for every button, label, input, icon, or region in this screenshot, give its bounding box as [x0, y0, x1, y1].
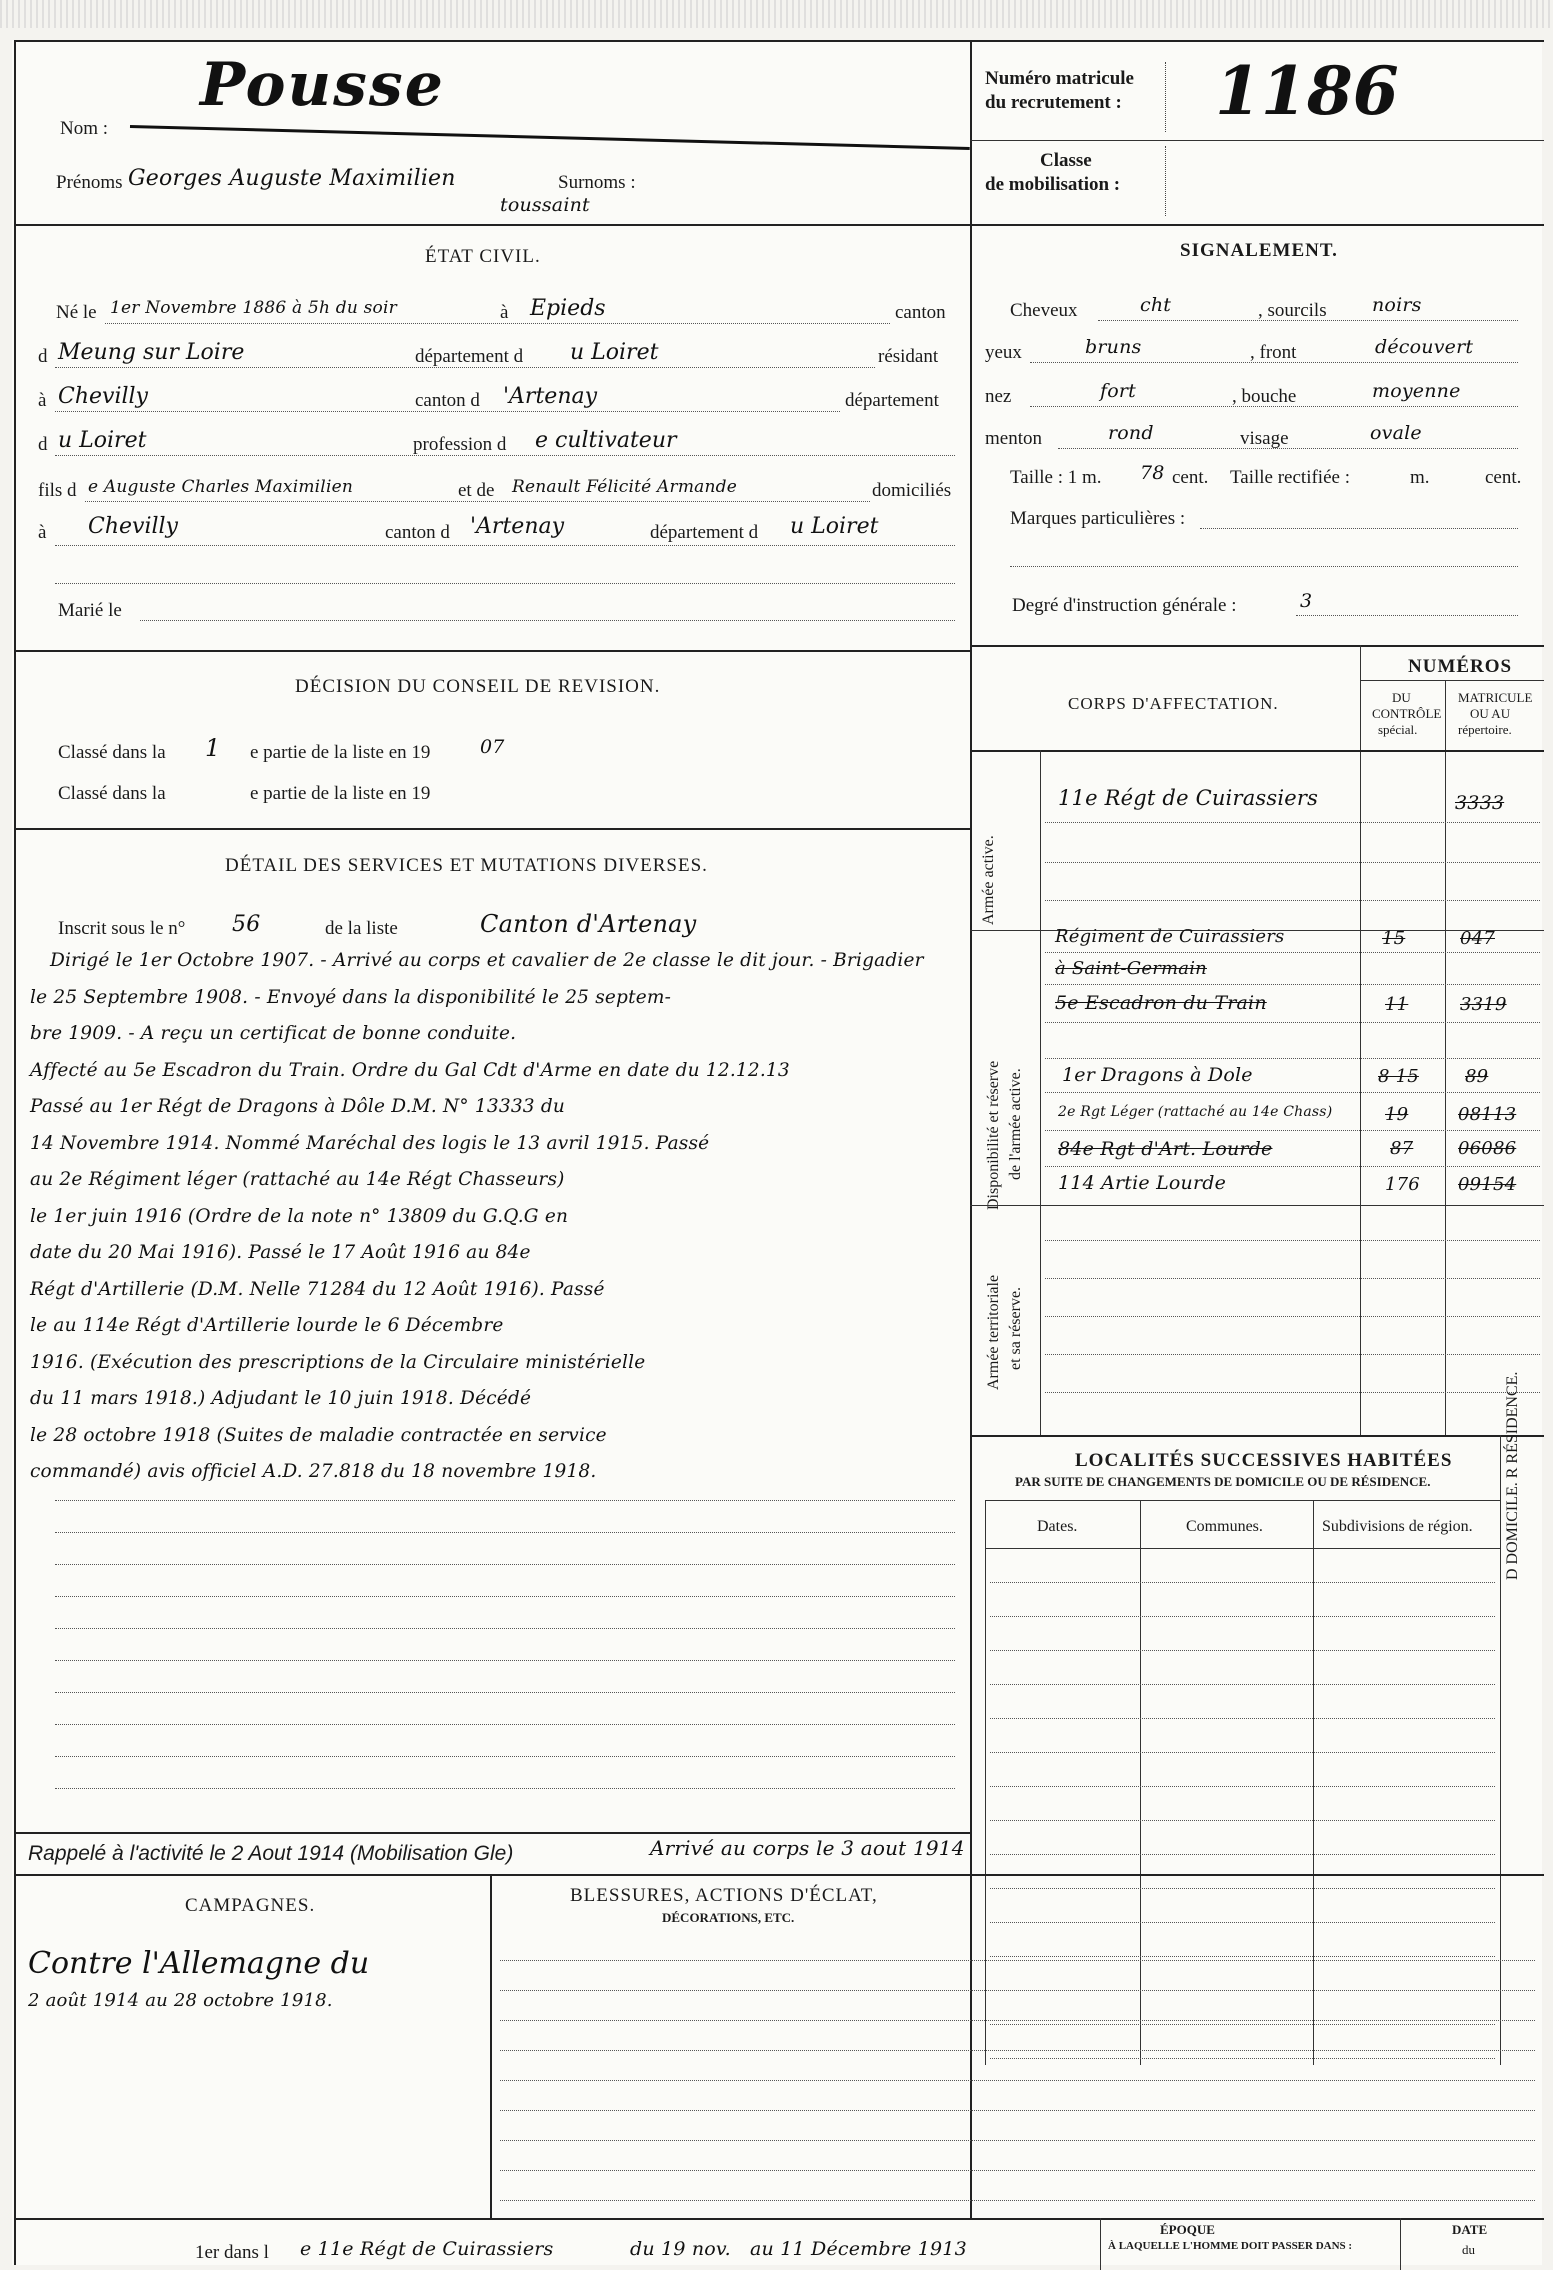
localites-col-1 [1140, 1500, 1141, 2065]
departement-value: u Loiret [570, 340, 659, 365]
footer-hw: e 11e Régt de Cuirassiers [300, 2238, 554, 2260]
footer-epoque-1: ÉPOQUE [1160, 2222, 1215, 2237]
taille-rectifiee-label: Taille rectifiée : [1230, 467, 1350, 488]
matricule-h2: OU AU [1470, 706, 1511, 721]
localites-dotline [990, 1888, 1495, 1889]
corps-name: 114 Artie Lourde [1058, 1172, 1227, 1194]
localites-subtitle: PAR SUITE DE CHANGEMENTS DE DOMICILE OU DE RÉSIDENCE. [1015, 1474, 1431, 1489]
armee-active-label: Armée active. [980, 835, 997, 925]
fils-de-label: fils d [38, 480, 77, 501]
signalement-bottom-rule [970, 645, 1544, 647]
taille-value: 78 [1140, 462, 1165, 484]
inscrit-value: 56 [232, 912, 261, 937]
terr-dotline-2 [1045, 1278, 1540, 1279]
conseil-bottom-rule [14, 828, 970, 830]
reserve-dotline-1 [1045, 984, 1540, 985]
numeros-title: NUMÉROS [1408, 656, 1513, 677]
corps-name: 2e Rgt Léger (rattaché au 14e Chass) [1058, 1104, 1333, 1120]
terr-dotline-3 [1045, 1316, 1540, 1317]
reserve-dotline-2 [1045, 1022, 1540, 1023]
localites-dotline [990, 1718, 1495, 1719]
corps-name: 5e Escadron du Train [1055, 992, 1267, 1014]
corps-controle: 19 [1385, 1104, 1409, 1125]
inscrit-label: Inscrit sous le n° [58, 918, 186, 939]
liste-label: de la liste [325, 918, 398, 939]
classe1-year: 07 [480, 736, 505, 758]
residence-dotline [55, 411, 840, 412]
canton-res-value: 'Artenay [503, 384, 598, 409]
canton-d-label: canton d [415, 390, 480, 411]
terr-dotline-5 [1045, 1392, 1540, 1393]
classe1-mid: e partie de la liste en 19 [250, 742, 431, 763]
nez-label: nez [985, 386, 1012, 407]
corps-name: 1er Dragons à Dole [1062, 1064, 1253, 1086]
domicilies-label: domiciliés [872, 480, 952, 501]
blank-dotline [55, 583, 955, 584]
d-label: d [38, 346, 48, 367]
d2-label: d [38, 434, 48, 455]
footer-date-2: du [1462, 2242, 1475, 2257]
nez-value: fort [1100, 380, 1136, 402]
corps-controle: 11 [1385, 994, 1409, 1015]
frame-left [14, 40, 16, 2265]
footer-div-2 [1400, 2218, 1401, 2270]
localites-head-bottom [985, 1548, 1500, 1549]
profession-value: e cultivateur [535, 428, 677, 453]
corps-matricule: 3319 [1460, 994, 1507, 1015]
service-line: Dirigé le 1er Octobre 1907. - Arrivé au corps et cavalier de 2e classe le dit jour. - Brigadier [50, 950, 924, 971]
service-line: 14 Novembre 1914. Nommé Maréchal des logis le 13 avril 1915. Passé [30, 1132, 710, 1154]
resident-label: résidant [878, 346, 939, 367]
menton-label: menton [985, 428, 1042, 449]
matricule-rule [970, 140, 1544, 141]
blessures-dotline [500, 2020, 1535, 2021]
territoriale-label-2: et sa réserve. [1007, 1286, 1024, 1370]
marques-dotline-1 [1200, 528, 1518, 529]
corps-header-rule [970, 750, 1544, 752]
yeux-label: yeux [985, 342, 1022, 363]
classe1-label: Classé dans la [58, 742, 166, 763]
reserve-territoriale-rule [970, 1205, 1544, 1206]
active-dotline-1 [1045, 822, 1540, 823]
corps-name: 84e Rgt d'Art. Lourde [1058, 1138, 1273, 1160]
blessures-title: BLESSURES, ACTIONS D'ÉCLAT, [570, 1885, 878, 1906]
service-line: date du 20 Mai 1916). Passé le 17 Août 1916 au 84e [30, 1242, 531, 1263]
corps-matricule: 89 [1465, 1066, 1489, 1087]
services-dotline [55, 1692, 955, 1693]
campagnes-line-1: Contre l'Allemagne du [28, 1946, 370, 1981]
classe-label-1: Classe [1040, 150, 1092, 171]
terr-dotline-1 [1045, 1240, 1540, 1241]
dept-dom-value: u Loiret [790, 514, 879, 539]
localites-title: LOCALITÉS SUCCESSIVES HABITÉES [1075, 1450, 1453, 1471]
service-line: Régt d'Artillerie (D.M. Nelle 71284 du 12 Août 1916). Passé [30, 1278, 605, 1300]
canton-dom-value: 'Artenay [470, 514, 565, 539]
localites-col-2 [1313, 1500, 1314, 2065]
departement-d-label: département d [650, 522, 759, 543]
localites-dotline [990, 1616, 1495, 1617]
campagnes-title: CAMPAGNES. [185, 1895, 316, 1916]
rappele-hw: Arrivé au corps le 3 aout 1914 [650, 1836, 965, 1860]
corps-title: CORPS D'AFFECTATION. [1068, 694, 1279, 713]
footer-au: au 11 Décembre 1913 [750, 2238, 967, 2260]
footer-epoque-2: À LAQUELLE L'HOMME DOIT PASSER DANS : [1108, 2240, 1353, 2252]
reserve-dotline-4 [1045, 1092, 1540, 1093]
services-dotline [55, 1628, 955, 1629]
service-line: bre 1909. - A reçu un certificat de bonne conduite. [30, 1023, 517, 1044]
col-dates: Dates. [1037, 1518, 1078, 1535]
localites-dotline [990, 1922, 1495, 1923]
disponibilite-label-2: de l'armée active. [1007, 1068, 1024, 1180]
degre-label: Degré d'instruction générale : [1012, 595, 1237, 616]
corps-bottom-rule [970, 1435, 1544, 1437]
front-label: , front [1250, 342, 1297, 363]
services-dotline [55, 1788, 955, 1789]
reserve-dotline-6 [1045, 1166, 1540, 1167]
front-value: découvert [1375, 336, 1474, 358]
lieu-value: Epieds [530, 296, 606, 321]
services-dotline [55, 1564, 955, 1565]
corps-name: Régiment de Cuirassiers [1055, 926, 1285, 947]
canton-value: Meung sur Loire [58, 340, 245, 365]
localites-dotline [990, 2024, 1495, 2025]
yeux-dotline [1030, 362, 1518, 363]
services-title: DÉTAIL DES SERVICES ET MUTATIONS DIVERSES. [225, 855, 708, 876]
etat-civil-title: ÉTAT CIVIL. [425, 246, 541, 267]
blessures-dotline [500, 1990, 1535, 1991]
footer-date-1: DATE [1452, 2222, 1488, 2237]
a-label: à [500, 302, 509, 323]
frame-top [14, 40, 1544, 42]
surnoms-label: Surnoms : [558, 172, 636, 193]
corps-controle: 15 [1382, 928, 1406, 949]
blessures-dotline [500, 1960, 1535, 1961]
classe1-value: 1 [205, 734, 221, 762]
rappele-top-rule [14, 1832, 970, 1834]
services-dotline [55, 1596, 955, 1597]
marie-dotline [140, 620, 955, 621]
footer-du: du 19 nov. [630, 2238, 731, 2260]
col-subdivisions: Subdivisions de région. [1322, 1518, 1473, 1535]
visage-label: visage [1240, 428, 1289, 449]
corps-name: à Saint-Germain [1055, 958, 1207, 979]
canton-label: canton [895, 302, 946, 323]
classe2-label: Classé dans la [58, 783, 166, 804]
cheveux-dotline [1098, 320, 1518, 321]
localites-side-label: D DOMICILE. R RÉSIDENCE. [1504, 1371, 1521, 1580]
bouche-label: , bouche [1232, 386, 1297, 407]
col-communes: Communes. [1186, 1518, 1263, 1535]
central-divider [970, 40, 972, 2220]
corps-controle: 87 [1390, 1138, 1414, 1159]
corps-name: 11e Régt de Cuirassiers [1058, 786, 1319, 810]
blessures-dotline [500, 2080, 1535, 2081]
marie-le-label: Marié le [58, 600, 122, 621]
dept-res-value: u Loiret [58, 428, 147, 453]
localites-dotline [990, 1650, 1495, 1651]
matricule-label-1: Numéro matricule [985, 68, 1134, 89]
corps-matricule: 09154 [1458, 1174, 1517, 1195]
blessures-subtitle: DÉCORATIONS, ETC. [662, 1910, 795, 1925]
domicile-dotline [55, 545, 955, 546]
services-dotline [55, 1724, 955, 1725]
services-dotline [55, 1756, 955, 1757]
service-line: le 1er juin 1916 (Ordre de la note n° 13809 du G.Q.G en [30, 1205, 569, 1227]
cheveux-label: Cheveux [1010, 300, 1078, 321]
classe-bracket [1165, 146, 1166, 216]
canton-dotline [55, 367, 875, 368]
service-line: le au 114e Régt d'Artillerie lourde le 6 Décembre [30, 1315, 504, 1336]
prenoms-value: Georges Auguste Maximilien [128, 166, 456, 191]
marques-dotline-2 [1010, 566, 1518, 567]
domicile-value: Chevilly [88, 514, 178, 539]
scan-noise [0, 0, 1553, 28]
disponibilite-label: Disponibilité et réserve [985, 1060, 1002, 1210]
pere-value: e Auguste Charles Maximilien [88, 477, 353, 497]
matricule-label-2: du recrutement : [985, 92, 1122, 113]
nom-label: Nom : [60, 118, 109, 139]
surnoms-value: toussaint [500, 194, 590, 216]
canton-d2-label: canton d [385, 522, 450, 543]
localites-dotline [990, 1752, 1495, 1753]
cheveux-value: cht [1140, 294, 1172, 316]
service-line: Affecté au 5e Escadron du Train. Ordre du Gal Cdt d'Arme en date du 12.12.13 [30, 1059, 790, 1081]
residence-value: Chevilly [58, 384, 148, 409]
footer-div-1 [1100, 2218, 1101, 2270]
a3-label: à [38, 522, 47, 543]
signalement-title: SIGNALEMENT. [1180, 240, 1338, 261]
campagnes-divider [490, 1874, 492, 2220]
localites-head-rule [985, 1500, 1500, 1501]
corps-matricule: 08113 [1458, 1104, 1517, 1125]
service-line: au 2e Régiment léger (rattaché au 14e Régt Chasseurs) [30, 1169, 565, 1190]
blessures-dotline [500, 2170, 1535, 2171]
menton-dotline [1058, 448, 1518, 449]
et-de-label: et de [458, 480, 495, 501]
prenoms-label: Prénoms [56, 172, 123, 193]
liste-value: Canton d'Artenay [480, 910, 697, 938]
departement-du-label: département d [415, 346, 524, 367]
corps-controle: 8 15 [1378, 1066, 1419, 1087]
taille-rect-cent: cent. [1485, 467, 1522, 488]
localites-dotline [990, 1582, 1495, 1583]
footer-prefix: 1er dans l [195, 2242, 269, 2263]
profession-dotline [55, 455, 955, 456]
numeros-rule [1360, 680, 1544, 681]
matricule-h1: MATRICULE [1458, 690, 1533, 705]
reserve-dotline-3 [1045, 1058, 1540, 1059]
services-dotline [55, 1532, 955, 1533]
nez-dotline [1030, 406, 1518, 407]
localites-dotline [990, 1786, 1495, 1787]
campagnes-line-2: 2 août 1914 au 28 octobre 1918. [28, 1990, 333, 2011]
profession-label: profession d [413, 434, 507, 455]
services-dotline [55, 1500, 955, 1501]
taille-rect-m: m. [1410, 467, 1430, 488]
service-line: commandé) avis officiel A.D. 27.818 du 18 novembre 1918. [30, 1461, 597, 1482]
territoriale-label: Armée territoriale [985, 1274, 1002, 1390]
taille-label: Taille : 1 m. [1010, 467, 1102, 488]
matricule-value: 1186 [1215, 52, 1399, 130]
localites-dotline [990, 2058, 1495, 2059]
footer-top-rule [14, 2218, 1544, 2220]
blessures-dotline [500, 2110, 1535, 2111]
controle-h1: DU [1392, 690, 1411, 705]
classe2-mid: e partie de la liste en 19 [250, 783, 431, 804]
degre-value: 3 [1300, 590, 1313, 612]
header-rule [14, 224, 1544, 226]
corps-matricule: 3333 [1455, 792, 1505, 814]
controle-h3: spécial. [1378, 722, 1418, 737]
matricule-h3: répertoire. [1458, 722, 1512, 737]
classe-label-2: de mobilisation : [985, 174, 1121, 195]
corps-side-divider [1040, 750, 1041, 1435]
rappele-text: Rappelé à l'activité le 2 Aout 1914 (Mobilisation Gle) [28, 1842, 514, 1865]
controle-h2: CONTRÔLE [1372, 706, 1442, 721]
nom-value: Pousse [200, 50, 445, 120]
service-line: 1916. (Exécution des prescriptions de la Circulaire ministérielle [30, 1351, 646, 1373]
matricule-bracket [1165, 62, 1166, 132]
rappele-bottom-rule [14, 1874, 1544, 1876]
active-dotline-2 [1045, 862, 1540, 863]
etat-civil-bottom-rule [14, 650, 970, 652]
taille-cent: cent. [1172, 467, 1209, 488]
service-line: Passé au 1er Régt de Dragons à Dôle D.M. N° 13333 du [30, 1096, 566, 1117]
reserve-dotline-0 [1045, 952, 1540, 953]
terr-dotline-4 [1045, 1354, 1540, 1355]
a2-label: à [38, 390, 47, 411]
conseil-title: DÉCISION DU CONSEIL DE REVISION. [295, 676, 661, 697]
localites-dotline [990, 1854, 1495, 1855]
visage-value: ovale [1370, 422, 1422, 444]
localites-dotline [990, 1956, 1495, 1957]
ne-le-label: Né le [56, 302, 97, 323]
menton-value: rond [1108, 422, 1154, 444]
bouche-value: moyenne [1372, 380, 1461, 402]
blessures-dotline [500, 2050, 1535, 2051]
yeux-value: bruns [1085, 336, 1142, 358]
localites-dotline [990, 1820, 1495, 1821]
reserve-dotline-5 [1045, 1130, 1540, 1131]
active-dotline-3 [1045, 900, 1540, 901]
corps-controle: 176 [1385, 1174, 1420, 1195]
services-dotline [55, 1660, 955, 1661]
blessures-dotline [500, 2200, 1535, 2201]
service-line: le 25 Septembre 1908. - Envoyé dans la disponibilité le 25 septem- [30, 986, 672, 1008]
ne-le-value: 1er Novembre 1886 à 5h du soir [110, 298, 397, 318]
ne-le-dotline [105, 323, 890, 324]
departement-label: département [845, 390, 939, 411]
sourcils-label: , sourcils [1258, 300, 1327, 321]
marques-label: Marques particulières : [1010, 508, 1186, 529]
degre-dotline [1296, 615, 1518, 616]
corps-matricule: 047 [1460, 928, 1495, 949]
sourcils-value: noirs [1372, 294, 1422, 316]
parents-dotline [85, 501, 870, 502]
localites-side-divider [1500, 1435, 1501, 2065]
corps-matricule: 06086 [1458, 1138, 1517, 1159]
localites-dotline [990, 1684, 1495, 1685]
service-line: le 28 octobre 1918 (Suites de maladie contractée en service [30, 1424, 607, 1446]
localites-left [985, 1500, 986, 2065]
mere-value: Renault Félicité Armande [512, 477, 737, 497]
service-line: du 11 mars 1918.) Adjudant le 10 juin 1918. Décédé [30, 1388, 532, 1409]
blessures-dotline [500, 2140, 1535, 2141]
